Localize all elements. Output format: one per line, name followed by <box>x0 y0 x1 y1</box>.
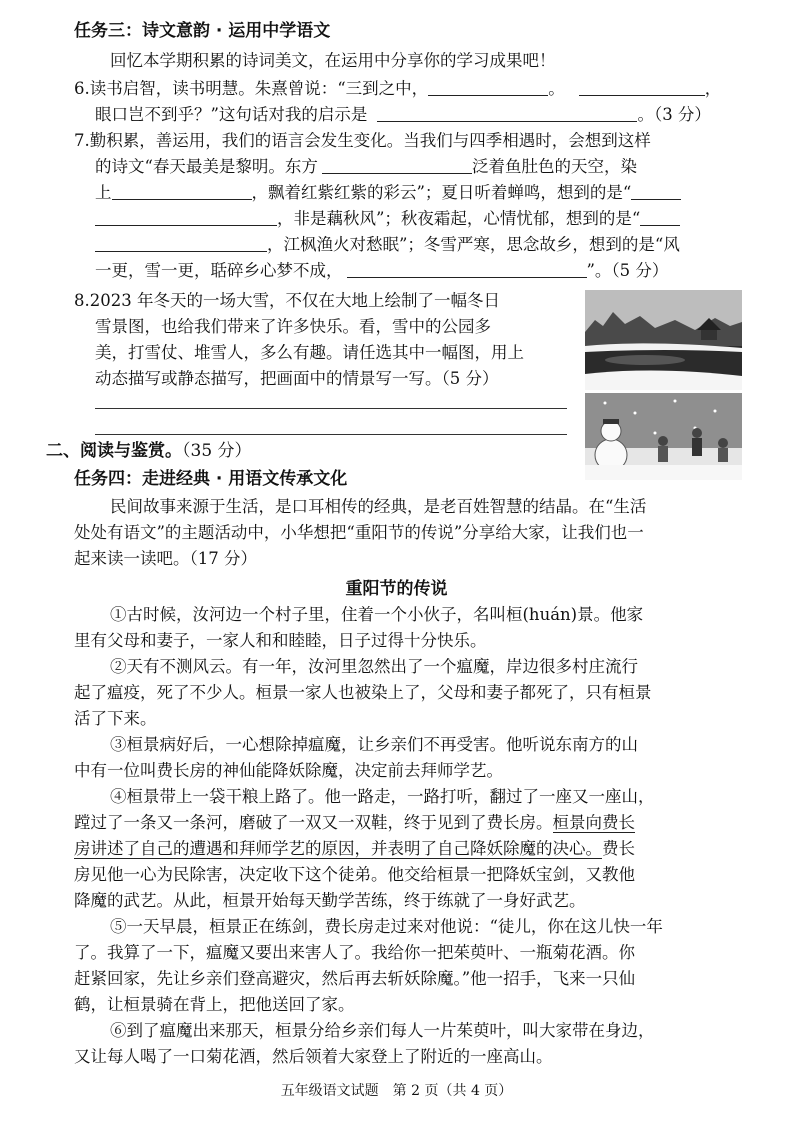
story-text: 费长 <box>602 839 635 858</box>
story-line: 中有一位叫费长房的神仙能降妖除魔，决定前去拜师学艺。 <box>74 761 503 780</box>
q6-line2 <box>95 102 711 128</box>
q6-text: 6.读书启智，读书明慧。朱熹曾说：“三到之中， <box>74 79 429 98</box>
q7-line2 <box>95 154 637 180</box>
story-line <box>74 810 635 836</box>
story-line: ④桓景带上一袋干粮上路了。他一路走，一路打听，翻过了一座又一座山， <box>110 787 655 806</box>
q8-line2: 雪景图，也给我们带来了许多快乐。看，雪中的公园多 <box>95 317 491 336</box>
underlined-sentence: 桓景向费长 <box>552 813 635 832</box>
story-title: 重阳节的传说 <box>345 579 448 599</box>
story-line <box>74 836 635 862</box>
q7-blank-1[interactable] <box>322 155 472 174</box>
task3-intro: 回忆本学期积累的诗词美文，在运用中分享你的学习成果吧！ <box>110 51 556 70</box>
task4-intro-2: 处处有语文”的主题活动中，小华想把“重阳节的传说”分享给大家，让我们也一 <box>74 523 644 542</box>
q7-blank-5[interactable] <box>347 259 587 278</box>
page-footer: 五年级语文试题 第 2 页（共 4 页） <box>280 1083 513 1099</box>
task4-intro-1: 民间故事来源于生活，是口耳相传的经典，是老百姓智慧的结晶。在“生活 <box>110 497 647 516</box>
underlined-sentence: 房讲述了自己的遭遇和拜师学艺的原因，并表明了自己降妖除魔的决心。 <box>74 839 602 858</box>
q7-line3 <box>95 180 681 206</box>
q7-text: 的诗文“春天最美是黎明。东方 <box>95 157 318 176</box>
q8-line3: 美，打雪仗、堆雪人，多么有趣。请任选其中一幅图，用上 <box>95 343 524 362</box>
task3-heading: 任务三：诗文意韵 · 运用中学语文 <box>74 21 331 41</box>
q6-punct: ， <box>704 79 722 98</box>
q6-blank-3[interactable] <box>377 103 637 122</box>
story-line: 房见他一心为民除害，决定收下这个徒弟。他交给桓景一把降妖宝剑，又教他 <box>74 865 635 884</box>
story-text: 蹚过了一条又一条河，磨破了一双又一双鞋，终于见到了费长房。 <box>74 813 553 832</box>
q6-text: 眼口岂不到乎？”这句话对我的启示是 <box>95 105 368 124</box>
story-line: 又让每人喝了一口菊花酒，然后领着大家登上了附近的一座高山。 <box>74 1047 553 1066</box>
q7-text: ，飘着红紫红紫的彩云”；夏日听着蝉鸣，想到的是“ <box>251 183 632 202</box>
q8-answer-line-2[interactable] <box>95 434 567 435</box>
q7-line4 <box>95 206 680 232</box>
q7-blank-3b[interactable] <box>95 207 277 226</box>
q7-line1: 7.勤积累，善运用，我们的语言会发生变化。当我们与四季相遇时，会想到这样 <box>74 131 651 150</box>
q7-text: 泛着鱼肚色的天空，染 <box>471 157 637 176</box>
q7-text: ，非是藕秋风”；秋夜霜起，心情忧郁，想到的是“ <box>277 209 641 228</box>
q7-score: ”。（5 分） <box>586 261 669 280</box>
q6-punct: 。 <box>548 79 565 98</box>
q8-line4: 动态描写或静态描写，把画面中的情景写一写。（5 分） <box>95 369 499 388</box>
story-line: 起了瘟疫，死了不少人。桓景一家人也被染上了，父母和妻子都死了，只有桓景 <box>74 683 652 702</box>
q7-text: ，江枫渔火对愁眠”；冬雪严寒，思念故乡，想到的是“风 <box>267 235 680 254</box>
story-line: 活了下来。 <box>74 709 157 728</box>
story-line: ③桓景病好后，一心想除掉瘟魔，让乡亲们不再受害。他听说东南方的山 <box>110 735 638 754</box>
task4-intro-3: 起来读一读吧。（17 分） <box>74 549 257 568</box>
story-line: 鹤，让桓景骑在背上，把他送回了家。 <box>74 995 355 1014</box>
story-line: 降魔的武艺。从此，桓景开始每天勤学苦练，终于练就了一身好武艺。 <box>74 891 586 910</box>
q7-blank-3a[interactable] <box>631 181 681 200</box>
story-line: ①古时候，汝河边一个村子里，住着一个小伙子，名叫桓(huán)景。他家 <box>110 605 644 624</box>
story-line: 里有父母和妻子，一家人和和睦睦，日子过得十分快乐。 <box>74 631 487 650</box>
q6-blank-1[interactable] <box>428 77 548 96</box>
q7-text: 一更，雪一更，聒碎乡心梦不成， <box>95 261 343 280</box>
q6-score: 。（3 分） <box>637 105 711 124</box>
q7-blank-4a[interactable] <box>640 207 680 226</box>
story-line: ⑥到了瘟魔出来那天，桓景分给乡亲们每人一片茱萸叶，叫大家带在身边， <box>110 1021 655 1040</box>
snowy-park-photo <box>585 290 742 390</box>
section2-title: 二、阅读与鉴赏。 <box>46 441 182 461</box>
task4-heading: 任务四：走进经典 · 用语文传承文化 <box>74 469 348 489</box>
q7-line5 <box>95 232 680 258</box>
section2-score: （35 分） <box>182 441 252 461</box>
section2-heading <box>46 438 252 464</box>
q7-blank-2[interactable] <box>112 181 252 200</box>
q7-line6 <box>95 258 668 284</box>
story-line: ⑤一天早晨，桓景正在练剑，费长房走过来对他说：“徒儿，你在这儿快一年 <box>110 917 663 936</box>
story-line: 赶紧回家，先让乡亲们登高避灾，然后再去斩妖除魔。”他一招手，飞来一只仙 <box>74 969 636 988</box>
q6-line1 <box>74 76 721 102</box>
q7-blank-4b[interactable] <box>95 233 267 252</box>
q7-text: 上 <box>95 183 112 202</box>
q6-blank-2[interactable] <box>579 77 705 96</box>
q8-answer-line-1[interactable] <box>95 408 567 409</box>
story-line: ②天有不测风云。有一年，汝河里忽然出了一个瘟魔，岸边很多村庄流行 <box>110 657 638 676</box>
story-line: 了。我算了一下，瘟魔又要出来害人了。我给你一把茱萸叶、一瓶菊花酒。你 <box>74 943 635 962</box>
q8-line1: 8.2023 年冬天的一场大雪，不仅在大地上绘制了一幅冬日 <box>74 291 500 310</box>
snowball-fight-photo <box>585 393 742 480</box>
